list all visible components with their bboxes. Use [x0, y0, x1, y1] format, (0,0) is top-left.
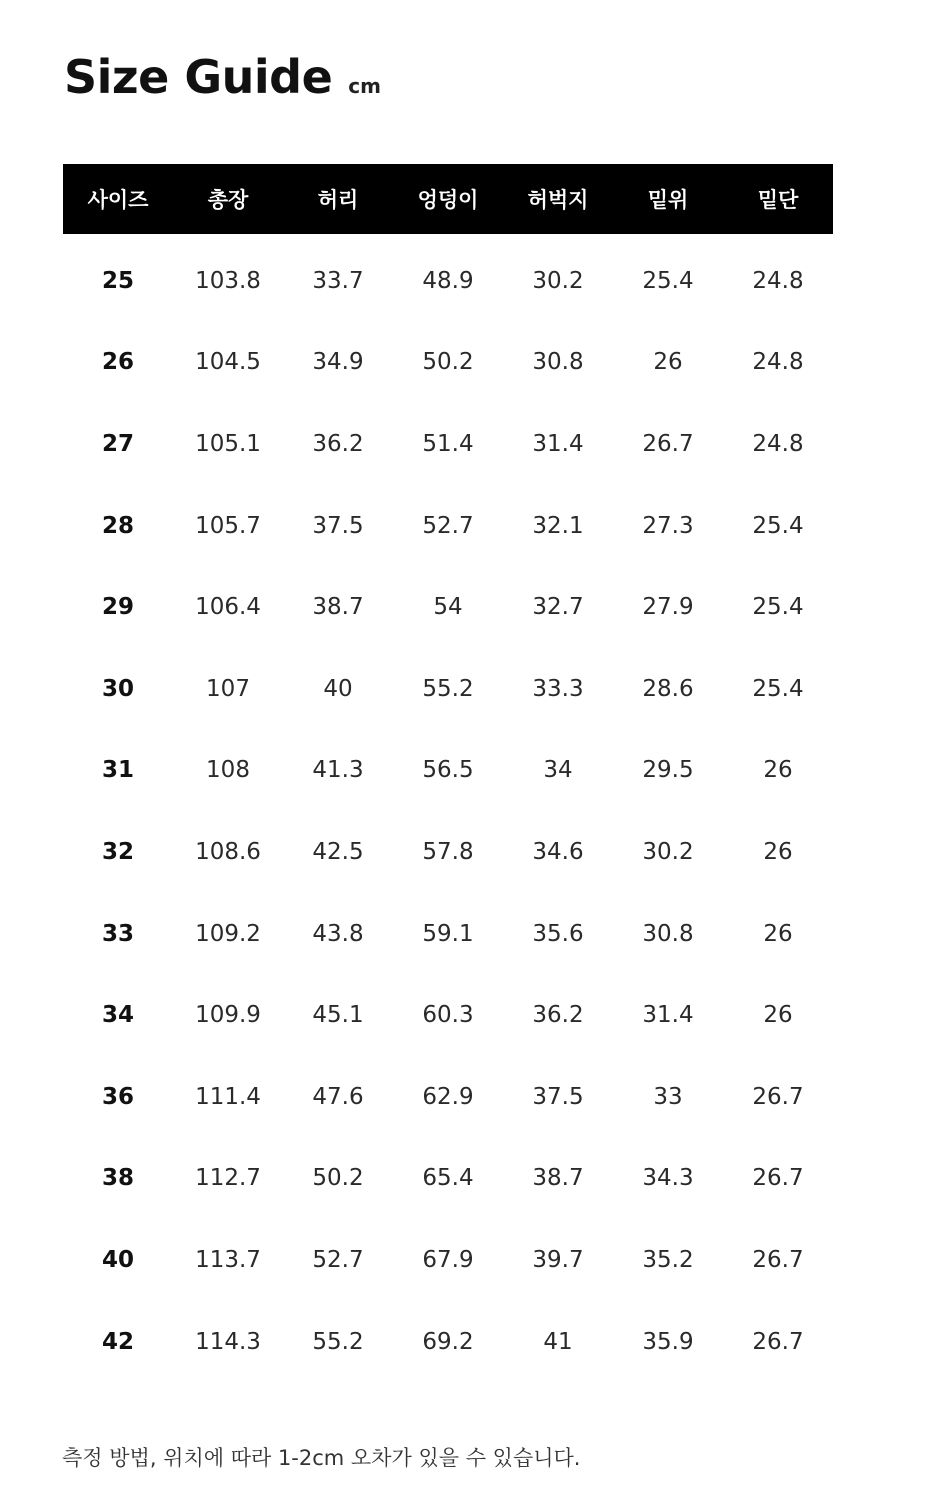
measurement-cell: 55.2 — [422, 675, 474, 702]
measurement-cell: 105.1 — [195, 430, 261, 457]
measurement-cell: 37.5 — [532, 1083, 584, 1110]
measurement-cell: 26.7 — [752, 1246, 804, 1273]
table-row — [63, 648, 833, 730]
measurement-cell: 26.7 — [752, 1165, 804, 1192]
column-header: 사이즈 — [63, 164, 173, 234]
measurement-cell: 60.3 — [422, 1002, 474, 1029]
measurement-cell: 108.6 — [195, 838, 261, 865]
measurement-cell: 69.2 — [422, 1328, 474, 1355]
column-header: 허벅지 — [503, 164, 613, 234]
measurement-cell: 59.1 — [422, 920, 474, 947]
table-row — [63, 893, 833, 975]
measurement-cell: 25.4 — [752, 512, 804, 539]
column-header: 밑위 — [613, 164, 723, 234]
size-cell: 36 — [101, 1083, 134, 1110]
measurement-cell: 105.7 — [195, 512, 261, 539]
measurement-cell: 108 — [206, 757, 250, 784]
measurement-cell: 62.9 — [422, 1083, 474, 1110]
measurement-cell: 39.7 — [532, 1246, 584, 1273]
measurement-cell: 27.9 — [642, 594, 694, 621]
measurement-cell: 26 — [763, 1002, 793, 1029]
size-cell: 42 — [101, 1328, 134, 1355]
size-cell: 40 — [101, 1246, 134, 1273]
measurement-cell: 50.2 — [422, 349, 474, 376]
measurement-cell: 34.6 — [532, 838, 584, 865]
measurement-cell: 112.7 — [195, 1165, 261, 1192]
measurement-cell: 40 — [323, 675, 353, 702]
column-header: 허리 — [283, 164, 393, 234]
measurement-cell: 109.2 — [195, 920, 261, 947]
table-row — [63, 322, 833, 404]
measurement-cell: 109.9 — [195, 1002, 261, 1029]
measurement-cell: 26 — [763, 757, 793, 784]
measurement-cell: 35.2 — [642, 1246, 694, 1273]
table-row — [63, 403, 833, 485]
measurement-cell: 26.7 — [752, 1083, 804, 1110]
size-cell: 25 — [101, 267, 134, 294]
size-cell: 34 — [101, 1002, 134, 1029]
measurement-note: 측정 방법, 위치에 따라 1-2cm 오차가 있을 수 있습니다. — [62, 1446, 581, 1470]
measurement-cell: 29.5 — [642, 757, 694, 784]
measurement-cell: 52.7 — [312, 1246, 364, 1273]
table-row — [63, 1219, 833, 1301]
measurement-cell: 48.9 — [422, 267, 474, 294]
measurement-cell: 38.7 — [532, 1165, 584, 1192]
measurement-cell: 30.2 — [532, 267, 584, 294]
measurement-cell: 24.8 — [752, 267, 804, 294]
column-header: 총장 — [173, 164, 283, 234]
size-cell: 33 — [101, 920, 134, 947]
measurement-cell: 45.1 — [312, 1002, 364, 1029]
measurement-cell: 33.3 — [532, 675, 584, 702]
size-cell: 29 — [101, 594, 134, 621]
table-row — [63, 730, 833, 812]
measurement-cell: 114.3 — [195, 1328, 261, 1355]
column-header: 엉덩이 — [393, 164, 503, 234]
measurement-cell: 111.4 — [195, 1083, 261, 1110]
page-title: Size Guide — [64, 50, 333, 104]
measurement-cell: 50.2 — [312, 1165, 364, 1192]
measurement-cell: 30.8 — [532, 349, 584, 376]
size-cell: 27 — [101, 430, 134, 457]
measurement-cell: 33.7 — [312, 267, 364, 294]
measurement-cell: 42.5 — [312, 838, 364, 865]
measurement-cell: 56.5 — [422, 757, 474, 784]
measurement-cell: 38.7 — [312, 594, 364, 621]
measurement-cell: 34.9 — [312, 349, 364, 376]
measurement-cell: 26 — [763, 920, 793, 947]
measurement-cell: 32.1 — [532, 512, 584, 539]
size-cell: 26 — [101, 349, 134, 376]
measurement-cell: 26 — [653, 349, 683, 376]
size-cell: 28 — [101, 512, 134, 539]
table-row — [63, 1056, 833, 1138]
column-header: 밑단 — [723, 164, 833, 234]
measurement-cell: 25.4 — [752, 675, 804, 702]
measurement-cell: 113.7 — [195, 1246, 261, 1273]
size-table-body — [63, 234, 833, 1382]
measurement-cell: 35.9 — [642, 1328, 694, 1355]
measurement-cell: 24.8 — [752, 430, 804, 457]
measurement-cell: 67.9 — [422, 1246, 474, 1273]
measurement-cell: 34.3 — [642, 1165, 694, 1192]
measurement-cell: 106.4 — [195, 594, 261, 621]
measurement-cell: 31.4 — [532, 430, 584, 457]
table-row — [63, 566, 833, 648]
measurement-cell: 25.4 — [642, 267, 694, 294]
measurement-cell: 31.4 — [642, 1002, 694, 1029]
measurement-cell: 65.4 — [422, 1165, 474, 1192]
table-row — [63, 1138, 833, 1220]
size-cell: 30 — [101, 675, 134, 702]
measurement-cell: 24.8 — [752, 349, 804, 376]
measurement-cell: 54 — [433, 594, 463, 621]
title-row — [64, 50, 381, 104]
measurement-cell: 41.3 — [312, 757, 364, 784]
measurement-cell: 107 — [206, 675, 250, 702]
measurement-cell: 34 — [543, 757, 573, 784]
measurement-cell: 25.4 — [752, 594, 804, 621]
table-row — [63, 234, 833, 322]
size-table — [63, 164, 833, 1382]
table-row — [63, 811, 833, 893]
measurement-cell: 27.3 — [642, 512, 694, 539]
unit-label: cm — [348, 74, 381, 98]
measurement-cell: 26 — [763, 838, 793, 865]
measurement-cell: 43.8 — [312, 920, 364, 947]
measurement-cell: 30.8 — [642, 920, 694, 947]
measurement-cell: 37.5 — [312, 512, 364, 539]
measurement-cell: 41 — [543, 1328, 573, 1355]
table-row — [63, 485, 833, 567]
size-cell: 31 — [101, 757, 134, 784]
measurement-cell: 35.6 — [532, 920, 584, 947]
measurement-cell: 36.2 — [532, 1002, 584, 1029]
size-cell: 38 — [101, 1165, 134, 1192]
measurement-cell: 55.2 — [312, 1328, 364, 1355]
size-table-header — [63, 164, 833, 234]
measurement-cell: 30.2 — [642, 838, 694, 865]
measurement-cell: 26.7 — [752, 1328, 804, 1355]
measurement-cell: 57.8 — [422, 838, 474, 865]
size-cell: 32 — [101, 838, 134, 865]
measurement-cell: 32.7 — [532, 594, 584, 621]
measurement-cell: 33 — [653, 1083, 683, 1110]
measurement-cell: 28.6 — [642, 675, 694, 702]
table-row — [63, 1301, 833, 1383]
measurement-cell: 47.6 — [312, 1083, 364, 1110]
measurement-cell: 36.2 — [312, 430, 364, 457]
measurement-cell: 26.7 — [642, 430, 694, 457]
table-row — [63, 974, 833, 1056]
measurement-cell: 52.7 — [422, 512, 474, 539]
measurement-cell: 104.5 — [195, 349, 261, 376]
measurement-cell: 103.8 — [195, 267, 261, 294]
measurement-cell: 51.4 — [422, 430, 474, 457]
header-row — [63, 164, 833, 234]
